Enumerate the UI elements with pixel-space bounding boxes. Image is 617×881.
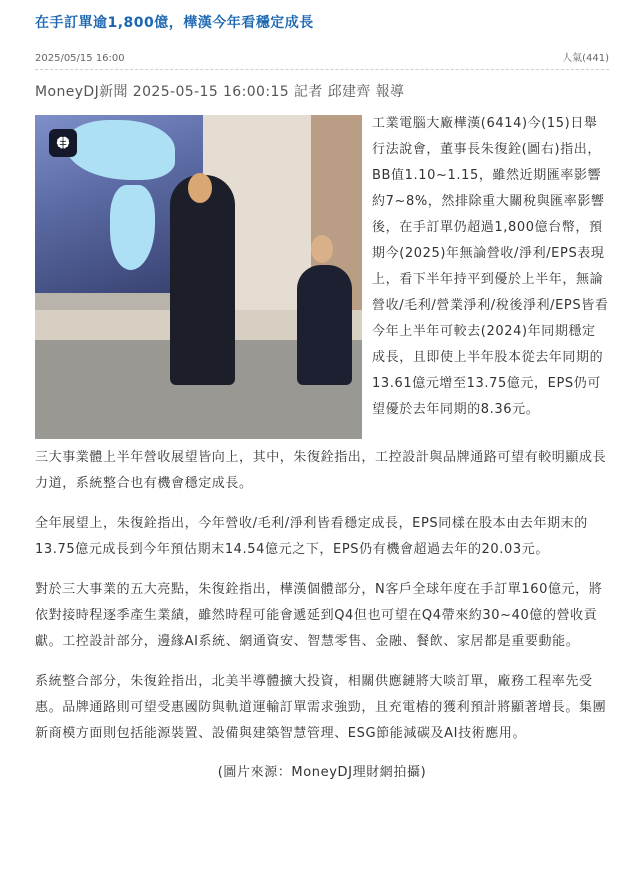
article-paragraph: 全年展望上，朱復銓指出，今年營收/毛利/淨利皆看穩定成長，EPS同樣在股本由去年期末的13.75億元成長到今年預估期末14.54億元之下，EPS仍有機會超過去年的20.03元。 xyxy=(35,516,588,557)
photo-credit: (圖片來源：MoneyDJ理財網拍攝) xyxy=(217,765,427,780)
article-paragraph: 三大事業體上半年營收展望皆向上，其中，朱復銓指出，工控設計與品牌通路可望有較明顯成長力道，系統整合也有機會穩定成長。 xyxy=(35,450,607,491)
brain-icon[interactable] xyxy=(49,129,77,157)
byline: MoneyDJ新聞 2025-05-15 16:00:15 記者 邱建齊 報導 xyxy=(35,84,405,100)
article-title[interactable]: 在手訂單逾1,800億，樺漢今年看穩定成長 xyxy=(35,15,314,31)
article-paragraph: 系統整合部分，朱復銓指出，北美半導體擴大投資，相關供應鏈將大啖訂單，廠務工程率先受惠。品牌通路則可望受惠國防與軌道運輸訂單需求強勁，且充電樁的獲利預計將顯著增長。集團新商模方面則包括能源裝置、設備與建築智慧管理、ESG節能減碳及AI技術應用。 xyxy=(35,674,607,741)
publish-date: 2025/05/15 16:00 xyxy=(35,53,125,64)
speaker-figure xyxy=(170,175,235,385)
brain-glyph xyxy=(55,135,71,151)
seated-head xyxy=(311,235,333,263)
article-paragraph: 工業電腦大廠樺漢(6414)今(15)日舉行法說會，董事長朱復銓(圖右)指出，BB值1.10~1.15，雖然近期匯率影響約7~8%，然排除重大關稅與匯率影響後，在手訂單仍超過1,800億台幣，預期今(2025)年無論營收/淨利/EPS表現上，看下半年持平到優於上半年，無論營收/毛利/營業淨利/稅後淨利/EPS皆看今年上半年可較去(2024)年同期穩定成長，且即使上半年股本從去年同期的13.61億元增至13.75億元，EPS仍可望優於去年同期的8.36元。 xyxy=(372,116,609,417)
popularity-count: 人氣(441) xyxy=(562,53,609,64)
article-paragraph: 對於三大事業的五大亮點，朱復銓指出，樺漢個體部分，N客戶全球年度在手訂單160億元，將依對接時程逐季產生業績，雖然時程可能會遞延到Q4但也可望在Q4帶來約30~40億的營收貢獻。工控設計部分，邊緣AI系統、網通資安、智慧零售、金融、餐飲、家居都是重要動能。 xyxy=(35,582,603,649)
speaker-head xyxy=(188,173,212,203)
article-meta xyxy=(35,49,609,70)
article-photo xyxy=(35,115,362,439)
seated-figure xyxy=(297,265,352,385)
